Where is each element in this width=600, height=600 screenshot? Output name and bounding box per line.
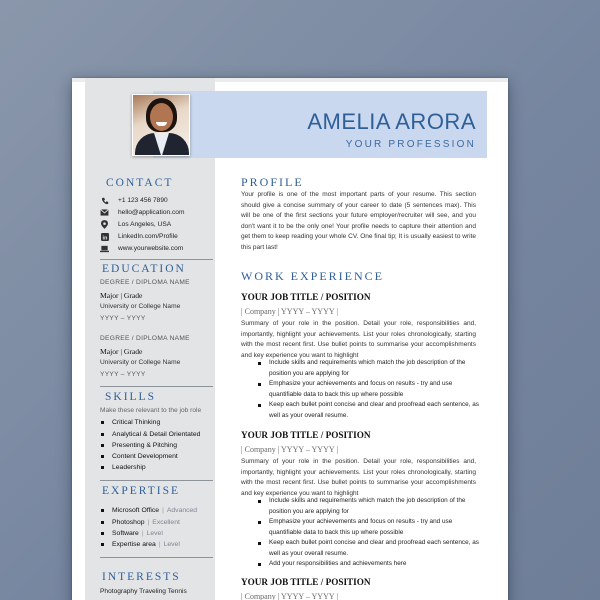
contact-heading: CONTACT — [106, 177, 174, 189]
expertise-item: Photoshop | Excellent — [101, 519, 180, 526]
skill-item: Leadership — [101, 464, 146, 471]
expertise-heading: EXPERTISE — [102, 485, 181, 497]
expertise-item: Expertise area | Level — [101, 541, 180, 548]
divider — [100, 480, 213, 481]
job-summary: Summary of your role in the position. Detail your role, responsibilities and, importantly, highlight your achievements. List your roles chronologically, starting with the most recent first. Use bullet points to summarise your accomplishments and key experience you want to highlight — [241, 458, 476, 497]
resume-page — [72, 78, 508, 600]
contact-website-text: www.yourwebsite.com — [118, 245, 184, 252]
phone-icon — [100, 196, 109, 205]
job-bullet: Include skills and requirements which match the job description of the position you are applying for — [258, 496, 483, 517]
job-bullet: Keep each bullet point concise and clear and proofread each sentence, as well as your overall resume. — [258, 400, 483, 421]
job-bullet: Emphasize your achievements and focus on results - try and use quantifiable data to back this up where possible — [258, 517, 483, 538]
laptop-icon — [100, 244, 109, 253]
contact-linkedin-text: LinkedIn.com/Profile — [118, 233, 178, 240]
divider — [100, 557, 213, 558]
contact-phone-text: +1 123 456 7890 — [118, 197, 168, 204]
profile-text: Your profile is one of the most important parts of your resume. This section should give a concise summary of your career to date (5 sentences max). This will be one of the first sections your future employer/recruiter will see, and you don't want it to be the only one! Your profile needs to capture their attention and get them to keep reading your whole CV. One final tip; It is usually easiest to write this part last! — [241, 191, 476, 251]
job-bullet: Keep each bullet point concise and clear and proofread each sentence, as well as your overall resume. — [258, 538, 483, 559]
job-company: | Company | YYYY – YYYY | — [241, 592, 338, 600]
job-company: | Company | YYYY – YYYY | — [241, 307, 338, 316]
linkedin-icon — [100, 232, 109, 241]
education-school: University or College Name — [100, 303, 181, 310]
contact-email-text: hello@application.com — [118, 209, 185, 216]
job-summary: Summary of your role in the position. Detail your role, responsibilities and, importantly, highlight your achievements. List your roles chronologically, starting with the most recent first. Use bullet points to summarise your accomplishments and key experience you want to highlight — [241, 320, 476, 359]
contact-linkedin — [100, 231, 178, 242]
skills-subtitle: Make these relevant to the job role — [100, 407, 202, 414]
job-title: YOUR JOB TITLE / POSITION — [241, 292, 371, 302]
skill-item: Content Development — [101, 453, 178, 460]
job-bullet: Add your responsibilities and achievements here — [258, 559, 483, 570]
job-bullet: Include skills and requirements which match the job description of the position you are applying for — [258, 358, 483, 379]
profile-heading: PROFILE — [241, 175, 304, 189]
candidate-name: AMELIA ARORA — [307, 109, 476, 134]
job-bullet: Emphasize your achievements and focus on results - try and use quantifiable data to back this up where possible — [258, 379, 483, 400]
education-years: YYYY – YYYY — [100, 315, 146, 322]
education-school: University or College Name — [100, 359, 181, 366]
job-company: | Company | YYYY – YYYY | — [241, 445, 338, 454]
interests-text: Photography Traveling Tennis — [100, 588, 187, 595]
contact-website — [100, 243, 183, 254]
contact-location — [100, 219, 171, 230]
education-years: YYYY – YYYY — [100, 371, 146, 378]
education-heading: EDUCATION — [102, 263, 186, 275]
svg-text:in: in — [101, 234, 107, 241]
location-icon — [100, 220, 109, 229]
mail-icon — [100, 208, 109, 217]
expertise-item: Microsoft Office | Advanced — [101, 507, 197, 514]
work-heading: WORK EXPERIENCE — [241, 269, 384, 283]
job-title: YOUR JOB TITLE / POSITION — [241, 430, 371, 440]
education-major: Major | Grade — [100, 347, 143, 356]
education-degree: DEGREE / DIPLOMA NAME — [100, 335, 190, 342]
candidate-profession: YOUR PROFESSION — [345, 139, 476, 150]
skills-heading: SKILLS — [105, 391, 156, 403]
skill-item: Presenting & Pitching — [101, 442, 177, 449]
contact-email — [100, 207, 184, 218]
skill-item: Analytical & Detail Orientated — [101, 431, 200, 438]
job-title: YOUR JOB TITLE / POSITION — [241, 577, 371, 587]
divider — [100, 259, 213, 260]
expertise-item: Software | Level — [101, 530, 163, 537]
contact-phone — [100, 195, 168, 206]
skill-item: Critical Thinking — [101, 419, 160, 426]
contact-location-text: Los Angeles, USA — [118, 221, 172, 228]
education-major: Major | Grade — [100, 291, 143, 300]
education-degree: DEGREE / DIPLOMA NAME — [100, 279, 190, 286]
interests-heading: INTERESTS — [102, 571, 181, 583]
divider — [100, 386, 213, 387]
